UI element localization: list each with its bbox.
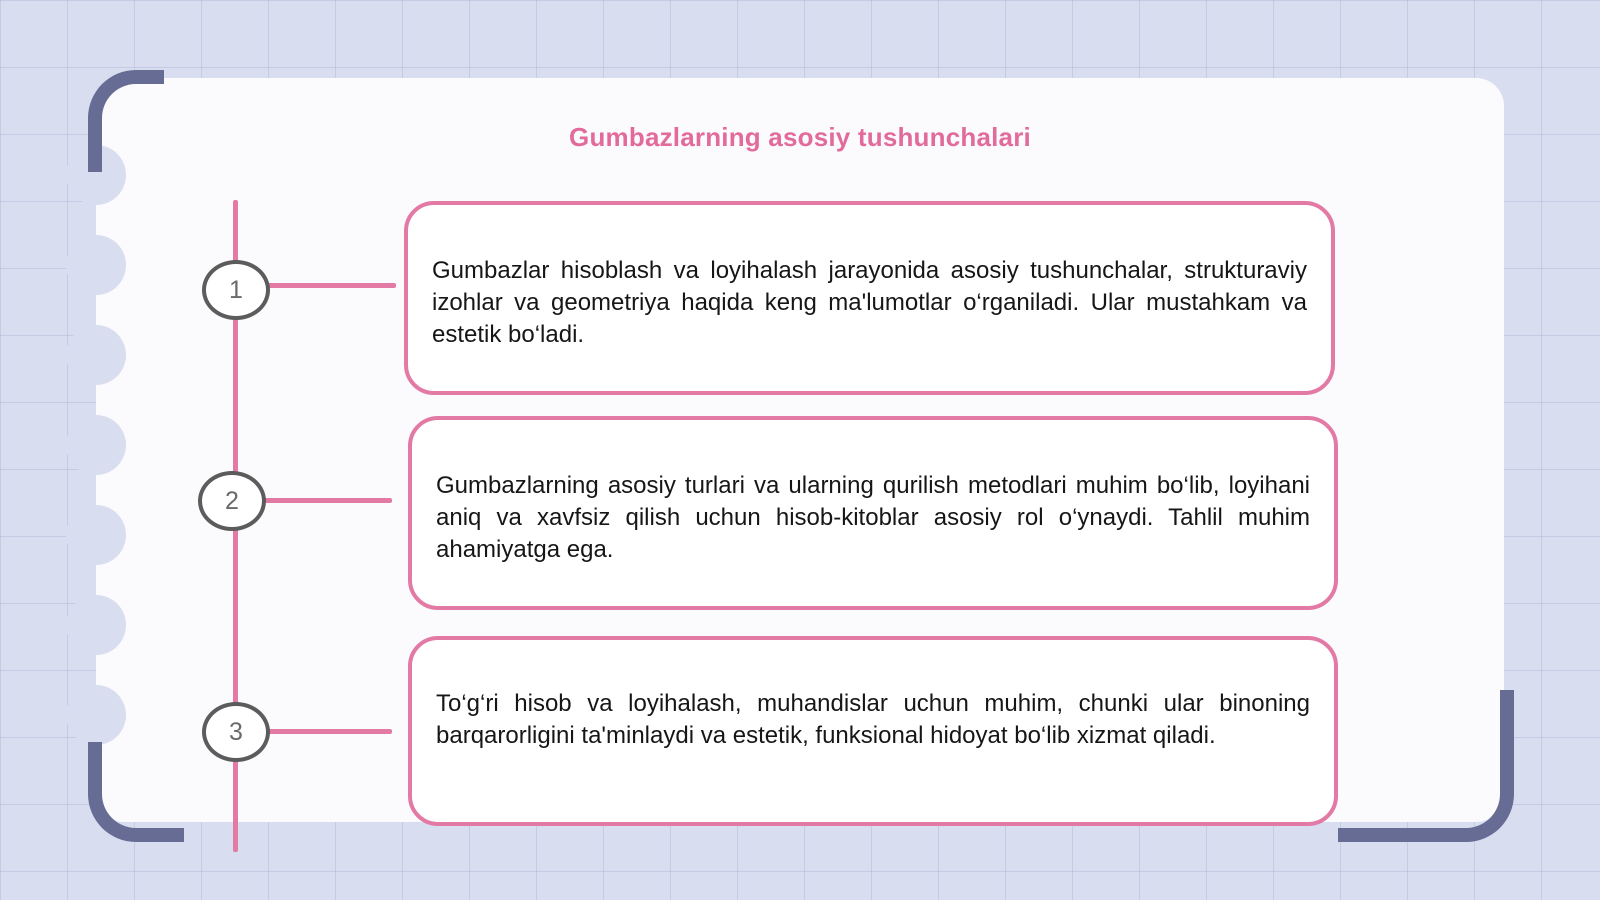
paper-scallop (66, 595, 126, 655)
paper-scallop (66, 235, 126, 295)
slide-title: Gumbazlarning asosiy tushunchalari (569, 122, 1031, 152)
paper-scallop (66, 415, 126, 475)
timeline-node-2: 2 (198, 471, 266, 531)
timeline-connector (268, 283, 396, 288)
paper-scallop (66, 685, 126, 745)
info-box-3-text: To‘g‘ri hisob va loyihalash, muhandislar uchun muhim, chunki ular binoning barqarorligini ta'minlaydi va estetik, funksional hidoyat bo‘lib xizmat qiladi. (436, 690, 1310, 749)
frame-corner-top-left (88, 70, 164, 172)
info-box-2-text: Gumbazlarning asosiy turlari va ularning qurilish metodlari muhim bo‘lib, loyihani aniq va xavfsiz qilish uchun hisob-kitoblar asosiy rol o‘ynaydi. Tahlil muhim ahamiyatga ega. (436, 472, 1310, 563)
timeline-connector (264, 498, 392, 503)
frame-corner-bottom-right (1338, 690, 1514, 842)
timeline-node-1: 1 (202, 260, 270, 320)
paper-scallop (66, 505, 126, 565)
frame-corner-bottom-left (88, 742, 184, 842)
info-box-2 (408, 416, 1338, 610)
info-box-1-text: Gumbazlar hisoblash va loyihalash jarayonida asosiy tushunchalar, strukturaviy izohlar va geometriya haqida keng ma'lumotlar o‘rganiladi. Ular mustahkam va estetik bo‘ladi. (432, 257, 1307, 348)
timeline-connector (268, 729, 392, 734)
info-box-1 (404, 201, 1335, 395)
paper-scallop (66, 325, 126, 385)
timeline-node-3: 3 (202, 702, 270, 762)
info-box-3 (408, 636, 1338, 826)
